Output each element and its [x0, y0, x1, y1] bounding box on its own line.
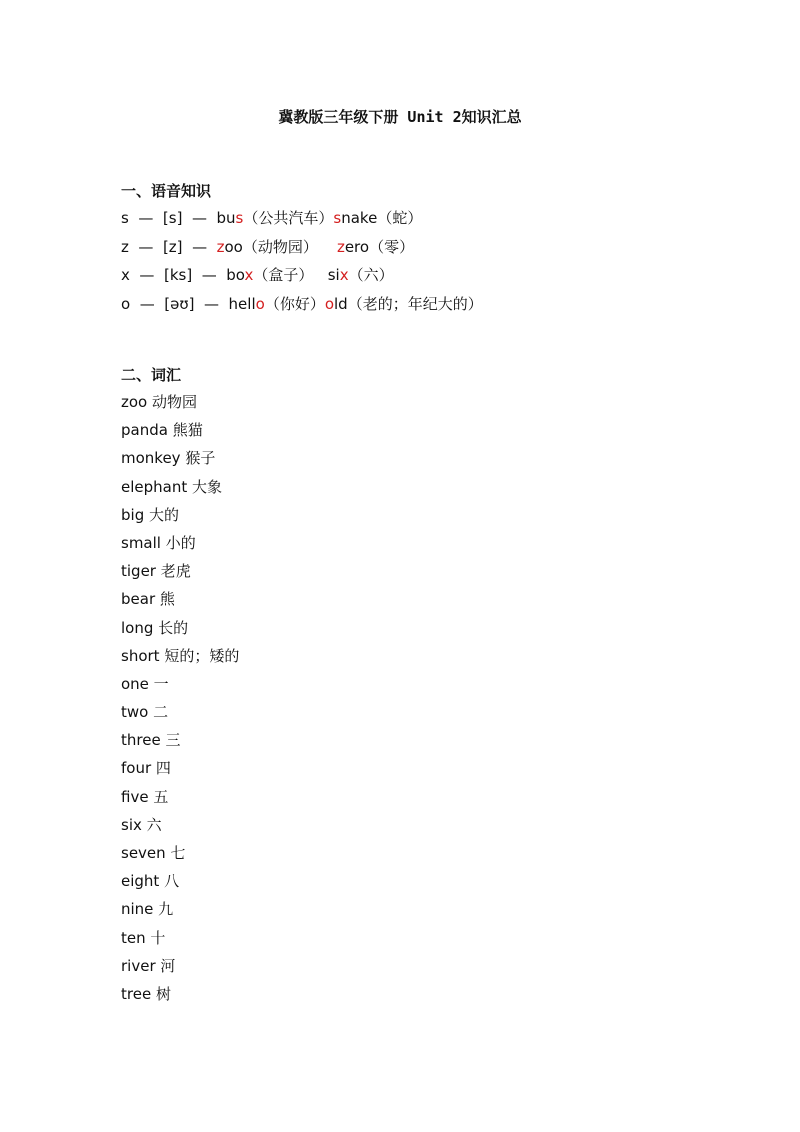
dash-separator: — — [129, 266, 164, 284]
example-word-1-meaning: （动物园） — [242, 237, 318, 256]
phonics-letter: s — [121, 209, 129, 227]
vocabulary-item: small 小的 — [121, 533, 196, 552]
dash-separator: — — [182, 209, 217, 227]
vocabulary-item: elephant 大象 — [121, 477, 223, 496]
vocabulary-item: big 大的 — [121, 505, 179, 524]
example-word-1-highlight: x — [244, 266, 254, 284]
phonics-gap — [313, 266, 327, 284]
example-word-2-highlight: z — [336, 237, 345, 256]
example-word-2-meaning: （六） — [348, 266, 394, 284]
example-word-2-meaning: （零） — [369, 237, 415, 256]
phonics-list — [121, 208, 483, 322]
example-word-2-meaning: （蛇） — [377, 209, 423, 227]
vocabulary-item: monkey 猴子 — [121, 449, 216, 468]
example-word-1-prefix: bu — [216, 209, 236, 227]
vocabulary-item: bear 熊 — [121, 590, 175, 609]
example-word-1-suffix: oo — [224, 237, 243, 256]
phonics-ipa: [z] — [162, 237, 183, 256]
dash-separator: — — [182, 237, 217, 256]
example-word-1-highlight: s — [235, 209, 244, 227]
phonics-gap — [318, 238, 337, 256]
phonics-row — [121, 208, 483, 237]
dash-separator: — — [130, 294, 165, 313]
phonics-ipa: [əʊ] — [164, 294, 195, 313]
example-word-2-suffix: ld — [334, 294, 348, 313]
example-word-1-meaning: （公共汽车） — [243, 209, 334, 227]
phonics-section-heading: 一、语音知识 — [121, 182, 212, 200]
page-title: 冀教版三年级下册 Unit 2知识汇总 — [278, 108, 522, 126]
phonics-letter: o — [121, 294, 131, 313]
example-word-2-highlight: s — [333, 209, 342, 227]
example-word-2-prefix: si — [327, 266, 340, 284]
vocabulary-item: six 六 — [121, 815, 162, 834]
example-word-1-prefix: bo — [226, 266, 245, 284]
vocabulary-item: four 四 — [121, 759, 171, 778]
vocabulary-item: nine 九 — [121, 900, 174, 919]
example-word-1-prefix: hell — [228, 294, 256, 313]
phonics-ipa: [s] — [162, 209, 183, 227]
vocabulary-item: five 五 — [121, 787, 169, 806]
example-word-2-highlight: o — [324, 294, 335, 313]
phonics-row — [121, 265, 483, 294]
example-word-1-highlight: z — [216, 237, 225, 256]
phonics-ipa: [ks] — [163, 266, 193, 284]
example-word-2-meaning: （老的；年纪大的） — [347, 294, 483, 313]
dash-separator: — — [128, 237, 163, 256]
vocabulary-list — [121, 392, 239, 1012]
vocabulary-item: two 二 — [121, 703, 169, 722]
vocabulary-item: seven 七 — [121, 844, 186, 862]
vocabulary-item: zoo 动物园 — [121, 393, 197, 411]
vocabulary-item: tiger 老虎 — [121, 562, 191, 581]
vocabulary-item: one 一 — [121, 674, 169, 693]
example-word-2-suffix: nake — [341, 209, 378, 227]
vocabulary-section-heading: 二、词汇 — [121, 366, 182, 384]
phonics-letter: z — [121, 237, 129, 256]
vocabulary-item: river 河 — [121, 956, 176, 975]
vocabulary-item: long 长的 — [121, 618, 189, 637]
phonics-row — [121, 294, 483, 323]
vocabulary-item: short 短的；矮的 — [121, 646, 240, 665]
vocabulary-item: tree 树 — [121, 984, 171, 1003]
vocabulary-item: eight 八 — [121, 872, 180, 891]
example-word-1-highlight: o — [255, 294, 265, 313]
example-word-1-meaning: （盒子） — [253, 266, 314, 284]
phonics-letter: x — [121, 266, 130, 284]
example-word-2-highlight: x — [339, 266, 349, 284]
vocabulary-item: panda 熊猫 — [121, 421, 203, 440]
example-word-2-suffix: ero — [344, 237, 370, 256]
vocabulary-item: three 三 — [121, 731, 181, 750]
example-word-1-meaning: （你好） — [264, 294, 325, 313]
dash-separator: — — [194, 294, 229, 313]
vocabulary-item: ten 十 — [121, 928, 166, 947]
dash-separator: — — [128, 209, 163, 227]
dash-separator: — — [192, 266, 227, 284]
phonics-row — [121, 237, 483, 266]
